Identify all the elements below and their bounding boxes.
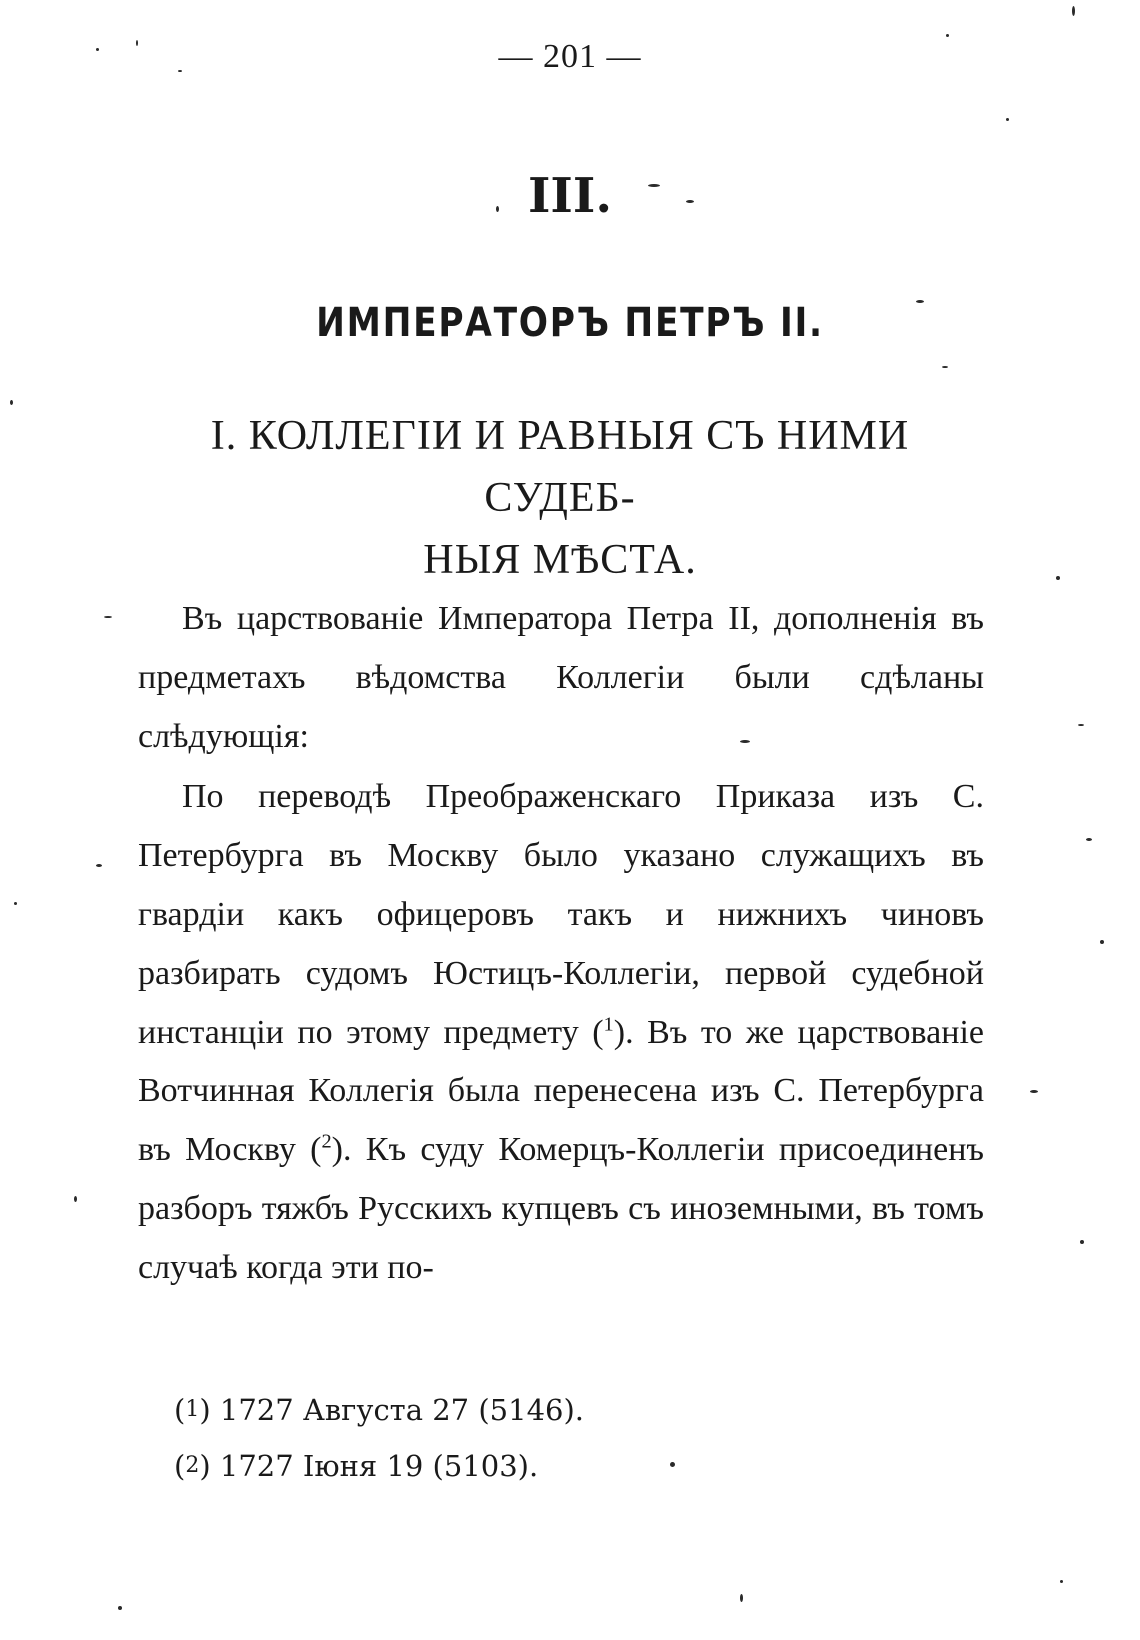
paragraph-2-part-2: ). Въ то же царствованіе Вотчинная Коллегія была перенесена изъ С. Петербурга въ Москву (: [138, 1013, 984, 1169]
part-numeral: III.: [527, 168, 613, 224]
scan-speck: [136, 40, 138, 46]
scan-speck: [648, 184, 660, 187]
scan-speck: [1072, 6, 1075, 16]
footnote-text-2: 1727 Іюня 19 (5103).: [219, 1449, 539, 1483]
scan-speck: [916, 300, 924, 303]
scan-speck: [496, 206, 499, 212]
footnote-ref-2: 2: [321, 1130, 332, 1153]
scan-speck: [10, 400, 13, 405]
scan-speck: [1078, 724, 1084, 726]
scan-speck: [946, 34, 949, 37]
scan-speck: [104, 616, 112, 618]
paragraph-1: Въ царствованіе Императора Петра II, дополненія въ предметахъ вѣдомства Коллегіи были сдѣланы слѣдующія:: [138, 600, 984, 755]
footnote-1: ($^1$) 1727 Августа 27 (5146).: [174, 1393, 585, 1427]
footnote-mark-2: 2: [185, 1453, 200, 1478]
page-number: — 201 —: [498, 38, 642, 75]
scan-speck: [1060, 1580, 1063, 1583]
scan-speck: [740, 1594, 743, 1602]
paragraph-2: [138, 768, 984, 1297]
scan-speck: [1100, 940, 1104, 944]
scan-speck: [178, 70, 182, 72]
footnote-2: ($^2$) 1727 Іюня 19 (5103).: [174, 1449, 539, 1483]
scan-speck: [1086, 838, 1092, 841]
scan-speck: [74, 1196, 77, 1202]
footnote-ref-1: 1: [603, 1013, 614, 1036]
paragraph-2-part-3: ). Къ суду Комерцъ-Коллегіи присоединенъ разборъ тяжбъ Русскихъ купцевъ съ иноземными, въ томъ случаѣ когда эти по-: [138, 1131, 984, 1286]
body-text: [138, 590, 984, 1298]
ruler-title: ИМПЕРАТОРЪ ПЕТРЪ II.: [316, 300, 824, 346]
scan-speck: [740, 740, 750, 743]
footnote-text-1: 1727 Августа 27 (5146).: [219, 1393, 585, 1427]
scan-speck: [1056, 576, 1060, 580]
paragraph-2-part-1: По переводѣ Преображенскаго Приказа изъ С. Петербурга въ Москву было указано служащихъ въ гвардіи какъ офицеровъ такъ и нижнихъ чиновъ разбирать судомъ Юстицъ-Коллегіи, первой судебной инстанціи по этому предмету (: [138, 778, 984, 1051]
footnote-mark-1: 1: [185, 1397, 200, 1422]
scan-speck: [942, 366, 948, 368]
section-heading: [130, 405, 990, 591]
scan-speck: [670, 1462, 675, 1467]
scan-speck: [14, 902, 17, 905]
scan-speck: [1030, 1090, 1038, 1093]
scan-speck: [1080, 1240, 1084, 1244]
scan-speck: [118, 1606, 122, 1610]
section-heading-line-1: I. КОЛЛЕГІИ И РАВНЫЯ СЪ НИМИ СУДЕБ-: [210, 413, 910, 521]
scan-speck: [96, 48, 99, 51]
scan-speck: [96, 864, 102, 867]
section-heading-line-2: НЫЯ МѢСТА.: [423, 537, 697, 583]
scan-speck: [686, 200, 694, 203]
scan-speck: [1006, 118, 1009, 121]
footnotes: [174, 1382, 934, 1494]
